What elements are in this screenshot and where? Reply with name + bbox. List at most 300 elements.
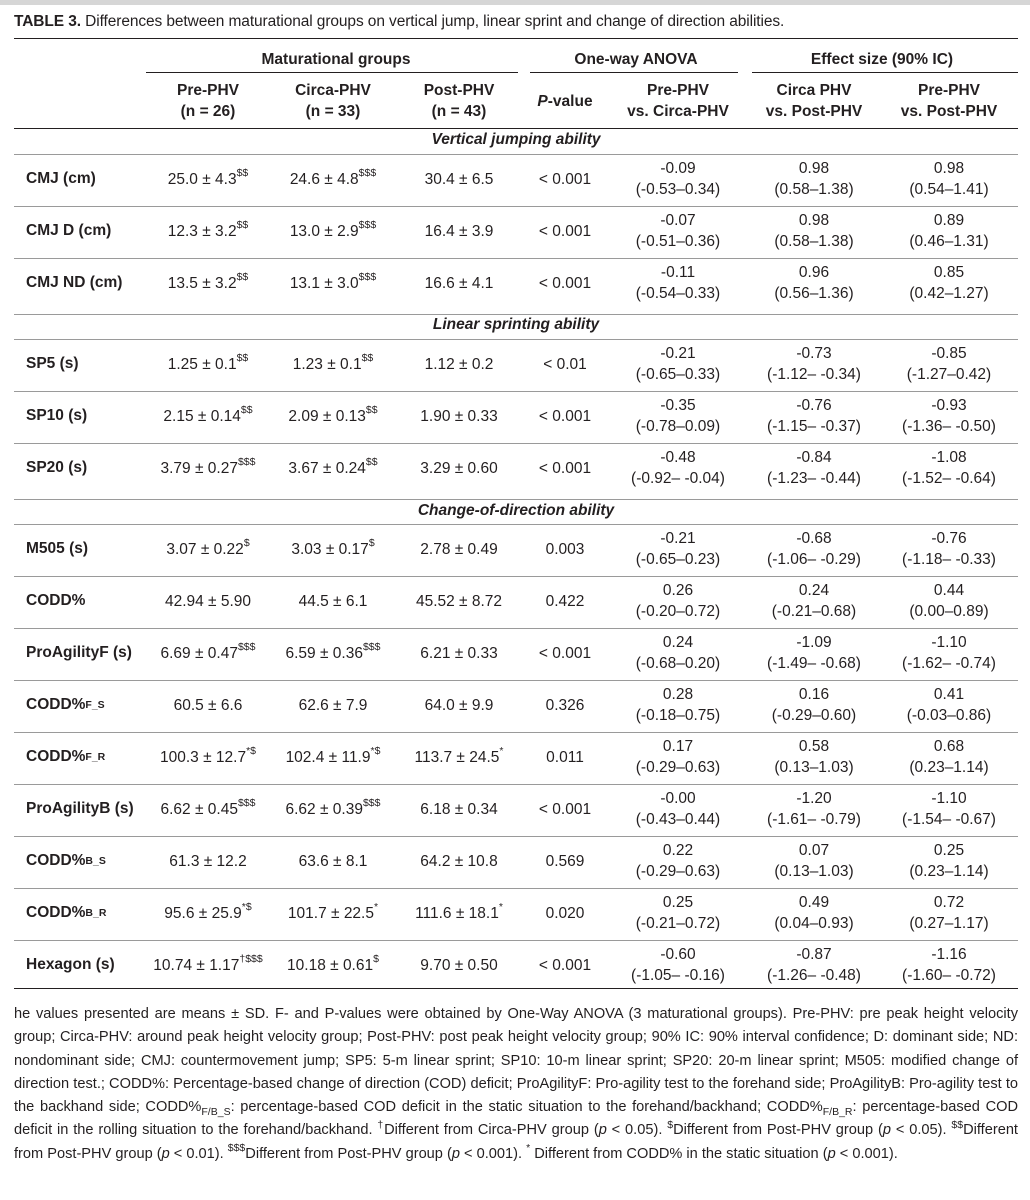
footnote-text: Different from Post-PHV group ( bbox=[245, 1145, 452, 1162]
significance-marker: *$ bbox=[246, 745, 256, 758]
significance-marker: * bbox=[373, 901, 379, 914]
effect-size-value: -1.10 bbox=[931, 634, 967, 651]
effect-size-ci: (0.23–1.14) bbox=[909, 863, 989, 880]
row-rule bbox=[14, 628, 1018, 629]
footnote-p: p bbox=[598, 1122, 607, 1139]
row-rule bbox=[14, 888, 1018, 889]
effect-size-ci: (-1.60– -0.72) bbox=[902, 967, 996, 984]
effect-size-value: 0.49 bbox=[798, 894, 830, 911]
row-label bbox=[26, 786, 150, 832]
footnote-text: Different from Post-PHV group ( bbox=[673, 1122, 883, 1139]
effect-size-ci: (-0.20–0.72) bbox=[635, 603, 721, 620]
cell-circa-phv bbox=[270, 445, 396, 491]
effect-size-ci: (-0.29–0.63) bbox=[635, 863, 721, 880]
cell-effect-size-es2 bbox=[748, 260, 880, 306]
cell-effect-size-es1 bbox=[608, 786, 748, 832]
footnote-text: < 0.01). bbox=[169, 1145, 228, 1162]
cell-post-phv-value bbox=[420, 851, 497, 872]
cell-post-phv bbox=[396, 156, 522, 202]
mean-sd: 62.6 ± 7.9 bbox=[298, 696, 368, 714]
table-footnote bbox=[14, 1003, 1018, 1166]
cell-post-phv-value bbox=[425, 354, 494, 375]
effect-size-value: 0.98 bbox=[798, 212, 830, 229]
cell-effect-size-es2 bbox=[748, 682, 880, 728]
cell-p-value: < 0.001 bbox=[538, 407, 592, 425]
effect-size-ci: (-1.18– -0.33) bbox=[902, 551, 996, 568]
col-header-es1-line2: vs. Circa-PHV bbox=[627, 103, 729, 120]
cell-p-value: < 0.001 bbox=[538, 956, 592, 974]
cell-effect-size-es1 bbox=[608, 682, 748, 728]
effect-size-ci: (-1.23– -0.44) bbox=[767, 470, 861, 487]
cell-pre-phv bbox=[146, 393, 270, 439]
mean-sd: 10.74 ± 1.17 bbox=[153, 956, 240, 974]
col-header-pre-phv-n: (n = 26) bbox=[180, 103, 236, 120]
cell-effect-size-es3 bbox=[880, 393, 1018, 439]
col-header-es3-line1: Pre-PHV bbox=[917, 82, 981, 99]
p-italic: P bbox=[537, 92, 548, 110]
effect-size-value: -0.85 bbox=[931, 345, 967, 362]
cell-pre-phv-value bbox=[168, 221, 249, 242]
cell-pre-phv bbox=[146, 734, 270, 780]
significance-marker: *$ bbox=[241, 901, 252, 914]
mean-sd: 16.6 ± 4.1 bbox=[424, 274, 494, 292]
effect-size-value: 0.22 bbox=[662, 842, 694, 859]
cell-post-phv-value bbox=[425, 695, 494, 716]
mean-sd: 2.09 ± 0.13 bbox=[288, 407, 366, 425]
cell-pre-phv bbox=[146, 341, 270, 387]
cell-effect-size-es2 bbox=[748, 630, 880, 676]
cell-circa-phv-value bbox=[288, 903, 378, 924]
effect-size-value: -0.87 bbox=[796, 946, 832, 963]
significance-marker: $$ bbox=[236, 219, 249, 232]
effect-size-ci: (-0.18–0.75) bbox=[635, 707, 721, 724]
effect-size-value: 0.16 bbox=[798, 686, 830, 703]
effect-size-ci: (-0.29–0.60) bbox=[771, 707, 857, 724]
section-rule-sprint bbox=[14, 339, 1018, 340]
row-label: CODD% F_R bbox=[26, 748, 106, 765]
significance-marker: $ bbox=[373, 953, 379, 966]
row-label bbox=[26, 630, 150, 676]
mean-sd: 44.5 ± 6.1 bbox=[298, 592, 368, 610]
header-rule bbox=[14, 128, 1018, 129]
row-label-text: CODD% bbox=[26, 904, 86, 921]
cell-effect-size-es3 bbox=[880, 156, 1018, 202]
cell-effect-size-es2 bbox=[748, 890, 880, 936]
footnote-text: < 0.001). bbox=[459, 1145, 527, 1162]
mean-sd: 61.3 ± 12.2 bbox=[169, 852, 247, 870]
mean-sd: 2.78 ± 0.49 bbox=[420, 540, 498, 558]
significance-marker: $$ bbox=[236, 167, 249, 180]
cell-effect-size-es2 bbox=[748, 786, 880, 832]
cell-effect-size-es3 bbox=[880, 260, 1018, 306]
cell-pre-phv-value bbox=[165, 591, 251, 612]
cell-effect-size-es2 bbox=[748, 341, 880, 387]
footnote-marker-double-dollar: $$ bbox=[951, 1118, 964, 1131]
effect-size-ci: (-1.36– -0.50) bbox=[902, 418, 996, 435]
mean-sd: 1.23 ± 0.1 bbox=[292, 355, 362, 373]
effect-size-value: 0.96 bbox=[798, 264, 830, 281]
effect-size-ci: (0.58–1.38) bbox=[774, 181, 854, 198]
mean-sd: 111.6 ± 18.1 bbox=[415, 904, 499, 922]
cell-post-phv bbox=[396, 630, 522, 676]
mean-sd: 6.69 ± 0.47 bbox=[160, 644, 238, 662]
effect-size-value: -0.48 bbox=[660, 449, 696, 466]
cell-p-value: 0.003 bbox=[545, 540, 585, 558]
cell-effect-size-es1 bbox=[608, 393, 748, 439]
row-label-text: M505 (s) bbox=[26, 540, 89, 557]
effect-size-value: -1.08 bbox=[931, 449, 967, 466]
cell-effect-size-es3 bbox=[880, 890, 1018, 936]
effect-size-value: -0.60 bbox=[660, 946, 696, 963]
section-rule-jump bbox=[14, 154, 1018, 155]
cell-post-phv bbox=[396, 445, 522, 491]
significance-marker: $$ bbox=[365, 404, 378, 417]
footnote-sub-static: F/B_S bbox=[201, 1106, 231, 1119]
row-label-text: CODD% bbox=[26, 748, 86, 765]
row-label bbox=[26, 578, 150, 624]
col-header-pre-phv bbox=[146, 76, 270, 126]
cell-p-value: < 0.001 bbox=[538, 644, 592, 662]
footnote-p: p bbox=[882, 1122, 891, 1139]
significance-marker: $$$ bbox=[237, 456, 256, 469]
significance-marker: $$ bbox=[236, 271, 249, 284]
effect-size-ci: (-1.52– -0.64) bbox=[902, 470, 996, 487]
effect-size-ci: (-1.61– -0.79) bbox=[767, 811, 861, 828]
mean-sd: 25.0 ± 4.3 bbox=[167, 170, 237, 188]
effect-size-value: -1.16 bbox=[931, 946, 967, 963]
row-label bbox=[26, 208, 150, 254]
significance-marker: $$$ bbox=[237, 797, 256, 810]
cell-effect-size-es3 bbox=[880, 786, 1018, 832]
effect-size-ci: (0.23–1.14) bbox=[909, 759, 989, 776]
significance-marker: $$$ bbox=[358, 271, 377, 284]
cell-effect-size-es1 bbox=[608, 942, 748, 988]
cell-effect-size-es3 bbox=[880, 630, 1018, 676]
cell-pre-phv-value bbox=[174, 695, 243, 716]
cell-circa-phv-value bbox=[290, 273, 376, 294]
cell-effect-size-es1 bbox=[608, 341, 748, 387]
row-rule bbox=[14, 732, 1018, 733]
row-label-text: CMJ ND (cm) bbox=[26, 274, 123, 291]
mean-sd: 100.3 ± 12.7 bbox=[159, 748, 247, 766]
effect-size-value: -0.07 bbox=[660, 212, 696, 229]
row-label-text: SP20 (s) bbox=[26, 459, 88, 476]
cell-post-phv bbox=[396, 838, 522, 884]
col-header-es-pre-vs-post bbox=[880, 76, 1018, 126]
mean-sd: 16.4 ± 3.9 bbox=[424, 222, 494, 240]
row-label-text: CODD% bbox=[26, 696, 86, 713]
cell-pre-phv bbox=[146, 682, 270, 728]
effect-size-ci: (-1.12– -0.34) bbox=[767, 366, 861, 383]
row-rule bbox=[14, 784, 1018, 785]
group-underline-effect-size bbox=[752, 72, 1018, 73]
effect-size-value: 0.58 bbox=[798, 738, 830, 755]
row-rule bbox=[14, 836, 1018, 837]
cell-pre-phv bbox=[146, 156, 270, 202]
cell-circa-phv-value bbox=[288, 406, 377, 427]
effect-size-value: 0.26 bbox=[662, 582, 694, 599]
row-rule bbox=[14, 258, 1018, 259]
cell-p-value: < 0.001 bbox=[538, 222, 592, 240]
effect-size-value: 0.24 bbox=[662, 634, 694, 651]
effect-size-value: -1.10 bbox=[931, 790, 967, 807]
row-rule bbox=[14, 391, 1018, 392]
effect-size-ci: (-1.27–0.42) bbox=[906, 366, 992, 383]
cell-post-phv-value bbox=[420, 406, 497, 427]
cell-pre-phv bbox=[146, 838, 270, 884]
effect-size-value: -0.93 bbox=[931, 397, 967, 414]
cell-p-value: < 0.001 bbox=[538, 459, 592, 477]
cell-effect-size-es1 bbox=[608, 445, 748, 491]
cell-post-phv bbox=[396, 578, 522, 624]
cell-effect-size-es2 bbox=[748, 208, 880, 254]
col-header-circa-phv-title: Circa-PHV bbox=[295, 82, 371, 99]
row-label-text: ProAgilityB (s) bbox=[26, 800, 134, 817]
top-bar bbox=[0, 0, 1030, 5]
cell-post-phv-value bbox=[415, 903, 503, 924]
effect-size-ci: (-0.92– -0.04) bbox=[631, 470, 725, 487]
footnote-p: p bbox=[451, 1145, 460, 1162]
cell-pre-phv bbox=[146, 630, 270, 676]
row-rule bbox=[14, 206, 1018, 207]
cell-effect-size-es3 bbox=[880, 208, 1018, 254]
effect-size-value: 0.28 bbox=[662, 686, 694, 703]
mean-sd: 3.07 ± 0.22 bbox=[166, 540, 244, 558]
mean-sd: 1.12 ± 0.2 bbox=[424, 355, 494, 373]
effect-size-ci: (0.46–1.31) bbox=[909, 233, 989, 250]
row-rule bbox=[14, 576, 1018, 577]
cell-pre-phv-value bbox=[166, 539, 249, 560]
cell-post-phv bbox=[396, 526, 522, 572]
effect-size-ci: (-0.43–0.44) bbox=[635, 811, 721, 828]
effect-size-ci: (0.27–1.17) bbox=[909, 915, 989, 932]
cell-effect-size-es2 bbox=[748, 838, 880, 884]
mean-sd: 30.4 ± 6.5 bbox=[424, 170, 494, 188]
effect-size-ci: (-0.21–0.68) bbox=[771, 603, 857, 620]
footnote-text: : percentage-based COD deficit in the static situation to the forehand/backhand; CODD% bbox=[230, 1099, 823, 1116]
significance-marker: †$$$ bbox=[239, 953, 263, 966]
section-rule-cod bbox=[14, 524, 1018, 525]
cell-effect-size-es2 bbox=[748, 393, 880, 439]
cell-pre-phv bbox=[146, 890, 270, 936]
cell-effect-size-es1 bbox=[608, 734, 748, 780]
cell-pre-phv-value bbox=[163, 406, 252, 427]
effect-size-ci: (0.13–1.03) bbox=[774, 759, 854, 776]
significance-marker: * bbox=[499, 745, 504, 758]
mean-sd: 10.18 ± 0.61 bbox=[287, 956, 374, 974]
effect-size-ci: (0.00–0.89) bbox=[909, 603, 989, 620]
cell-effect-size-es3 bbox=[880, 578, 1018, 624]
row-rule bbox=[14, 443, 1018, 444]
effect-size-ci: (0.54–1.41) bbox=[909, 181, 989, 198]
mean-sd: 6.18 ± 0.34 bbox=[420, 800, 498, 818]
effect-size-value: 0.72 bbox=[933, 894, 965, 911]
cell-effect-size-es1 bbox=[608, 208, 748, 254]
effect-size-ci: (-1.54– -0.67) bbox=[902, 811, 996, 828]
effect-size-ci: (-1.62– -0.74) bbox=[902, 655, 996, 672]
effect-size-ci: (-1.26– -0.48) bbox=[767, 967, 861, 984]
cell-circa-phv-value bbox=[290, 169, 376, 190]
cell-effect-size-es1 bbox=[608, 838, 748, 884]
cell-effect-size-es1 bbox=[608, 260, 748, 306]
row-label bbox=[26, 445, 150, 491]
table-title: Differences between maturational groups on vertical jump, linear sprint and change of direction abilities. bbox=[85, 13, 785, 30]
effect-size-value: -0.21 bbox=[660, 530, 696, 547]
effect-size-value: 0.41 bbox=[933, 686, 965, 703]
cell-p-value: < 0.001 bbox=[538, 170, 592, 188]
row-label-text: SP10 (s) bbox=[26, 407, 88, 424]
col-header-circa-phv bbox=[270, 76, 396, 126]
col-header-es3-line2: vs. Post-PHV bbox=[900, 103, 998, 120]
effect-size-value: -0.76 bbox=[796, 397, 832, 414]
effect-size-ci: (-0.65–0.23) bbox=[635, 551, 721, 568]
row-label bbox=[26, 341, 150, 387]
cell-post-phv-value bbox=[425, 169, 494, 190]
mean-sd: 13.0 ± 2.9 bbox=[289, 222, 359, 240]
cell-pre-phv-value bbox=[169, 851, 246, 872]
section-vertical-jumping: Vertical jumping ability bbox=[431, 131, 601, 148]
effect-size-ci: (-1.15– -0.37) bbox=[767, 418, 861, 435]
section-rule-cod-top bbox=[14, 499, 1018, 500]
effect-size-ci: (-0.78–0.09) bbox=[635, 418, 721, 435]
effect-size-value: -0.21 bbox=[660, 345, 696, 362]
cell-effect-size-es2 bbox=[748, 942, 880, 988]
mean-sd: 13.5 ± 3.2 bbox=[167, 274, 237, 292]
row-rule bbox=[14, 940, 1018, 941]
significance-marker: $$ bbox=[365, 456, 378, 469]
col-header-es2-line2: vs. Post-PHV bbox=[765, 103, 863, 120]
cell-post-phv bbox=[396, 393, 522, 439]
significance-marker: $$ bbox=[361, 352, 374, 365]
cell-circa-phv bbox=[270, 838, 396, 884]
cell-p-value: 0.569 bbox=[545, 852, 585, 870]
effect-size-value: 0.68 bbox=[933, 738, 965, 755]
effect-size-value: -0.68 bbox=[796, 530, 832, 547]
cell-circa-phv-value bbox=[291, 539, 374, 560]
footnote-marker-dollar: $ bbox=[667, 1118, 674, 1131]
cell-circa-phv-value bbox=[286, 747, 381, 768]
footnote-text: < 0.05). bbox=[606, 1122, 668, 1139]
top-rule bbox=[14, 38, 1018, 39]
col-header-es-pre-vs-circa bbox=[608, 76, 748, 126]
mean-sd: 95.6 ± 25.9 bbox=[164, 904, 242, 922]
effect-size-value: -0.11 bbox=[660, 264, 696, 281]
cell-circa-phv bbox=[270, 630, 396, 676]
significance-marker: $ bbox=[368, 537, 375, 550]
effect-size-value: -0.76 bbox=[931, 530, 967, 547]
cell-circa-phv bbox=[270, 208, 396, 254]
effect-size-value: -0.35 bbox=[660, 397, 696, 414]
footnote-text: < 0.001). bbox=[835, 1145, 898, 1162]
cell-pre-phv-value bbox=[153, 955, 262, 976]
col-header-es2-line1: Circa PHV bbox=[776, 82, 852, 99]
col-header-post-phv-n: (n = 43) bbox=[431, 103, 487, 120]
mean-sd: 113.7 ± 24.5 bbox=[414, 748, 500, 766]
row-label-text: ProAgilityF (s) bbox=[26, 644, 132, 661]
cell-effect-size-es2 bbox=[748, 526, 880, 572]
significance-marker: $$$ bbox=[237, 641, 256, 654]
cell-p-value: < 0.001 bbox=[538, 274, 592, 292]
cell-post-phv bbox=[396, 341, 522, 387]
cell-circa-phv bbox=[270, 890, 396, 936]
mean-sd: 24.6 ± 4.8 bbox=[289, 170, 359, 188]
cell-circa-phv bbox=[270, 682, 396, 728]
effect-size-value: -0.73 bbox=[796, 345, 832, 362]
footnote-marker-asterisk: * bbox=[526, 1141, 531, 1154]
row-label-text: CODD% bbox=[26, 852, 86, 869]
group-header-anova: One-way ANOVA bbox=[574, 50, 698, 68]
effect-size-ci: (0.58–1.38) bbox=[774, 233, 854, 250]
footnote-text: < 0.05). bbox=[890, 1122, 952, 1139]
row-label-text: Hexagon (s) bbox=[26, 956, 115, 973]
cell-circa-phv bbox=[270, 734, 396, 780]
cell-pre-phv-value bbox=[168, 273, 249, 294]
row-label: CODD% B_S bbox=[26, 852, 106, 869]
cell-effect-size-es3 bbox=[880, 942, 1018, 988]
cell-pre-phv-value bbox=[160, 747, 256, 768]
cell-pre-phv bbox=[146, 208, 270, 254]
cell-pre-phv-value bbox=[164, 903, 251, 924]
cell-post-phv-value bbox=[420, 539, 497, 560]
cell-circa-phv-value bbox=[299, 851, 368, 872]
effect-size-value: 0.25 bbox=[933, 842, 965, 859]
group-underline-maturational bbox=[146, 72, 518, 73]
effect-size-value: 0.85 bbox=[933, 264, 965, 281]
significance-marker: $ bbox=[243, 537, 250, 550]
col-header-pre-phv-title: Pre-PHV bbox=[176, 82, 240, 99]
cell-circa-phv bbox=[270, 393, 396, 439]
effect-size-ci: (-1.05– -0.16) bbox=[631, 967, 725, 984]
effect-size-ci: (-1.49– -0.68) bbox=[767, 655, 861, 672]
effect-size-ci: (0.42–1.27) bbox=[909, 285, 989, 302]
effect-size-value: 0.07 bbox=[798, 842, 830, 859]
cell-effect-size-es3 bbox=[880, 734, 1018, 780]
mean-sd: 102.4 ± 11.9 bbox=[285, 748, 371, 766]
row-label-text: SP5 (s) bbox=[26, 355, 79, 372]
mean-sd: 3.03 ± 0.17 bbox=[291, 540, 369, 558]
significance-marker: $$ bbox=[240, 404, 253, 417]
row-label bbox=[26, 156, 150, 202]
cell-circa-phv bbox=[270, 786, 396, 832]
effect-size-ci: (-0.53–0.34) bbox=[635, 181, 721, 198]
mean-sd: 64.2 ± 10.8 bbox=[420, 852, 498, 870]
effect-size-ci: (-1.06– -0.29) bbox=[767, 551, 861, 568]
significance-marker: $$$ bbox=[358, 167, 377, 180]
cell-post-phv bbox=[396, 682, 522, 728]
cell-effect-size-es1 bbox=[608, 156, 748, 202]
group-header-maturational: Maturational groups bbox=[261, 50, 411, 68]
mean-sd: 6.21 ± 0.33 bbox=[420, 644, 498, 662]
cell-circa-phv bbox=[270, 526, 396, 572]
cell-pre-phv bbox=[146, 445, 270, 491]
effect-size-ci: (-0.65–0.33) bbox=[635, 366, 721, 383]
col-header-es-circa-vs-post bbox=[748, 76, 880, 126]
cell-p-value: 0.020 bbox=[545, 904, 585, 922]
effect-size-value: 0.44 bbox=[933, 582, 965, 599]
table-number: TABLE 3. bbox=[14, 13, 81, 30]
mean-sd: 42.94 ± 5.90 bbox=[164, 592, 252, 610]
cell-p-value: 0.011 bbox=[546, 748, 584, 766]
cell-post-phv-value bbox=[420, 955, 497, 976]
significance-marker: * bbox=[498, 901, 503, 914]
col-header-es1-line1: Pre-PHV bbox=[646, 82, 710, 99]
group-header-effect-size: Effect size (90% IC) bbox=[810, 50, 954, 68]
footnote-p: p bbox=[161, 1145, 170, 1162]
effect-size-value: 0.98 bbox=[933, 160, 965, 177]
footnote-text: Different from CODD% in the static situation ( bbox=[530, 1145, 828, 1162]
section-rule-sprint-top bbox=[14, 314, 1018, 315]
cell-circa-phv bbox=[270, 341, 396, 387]
